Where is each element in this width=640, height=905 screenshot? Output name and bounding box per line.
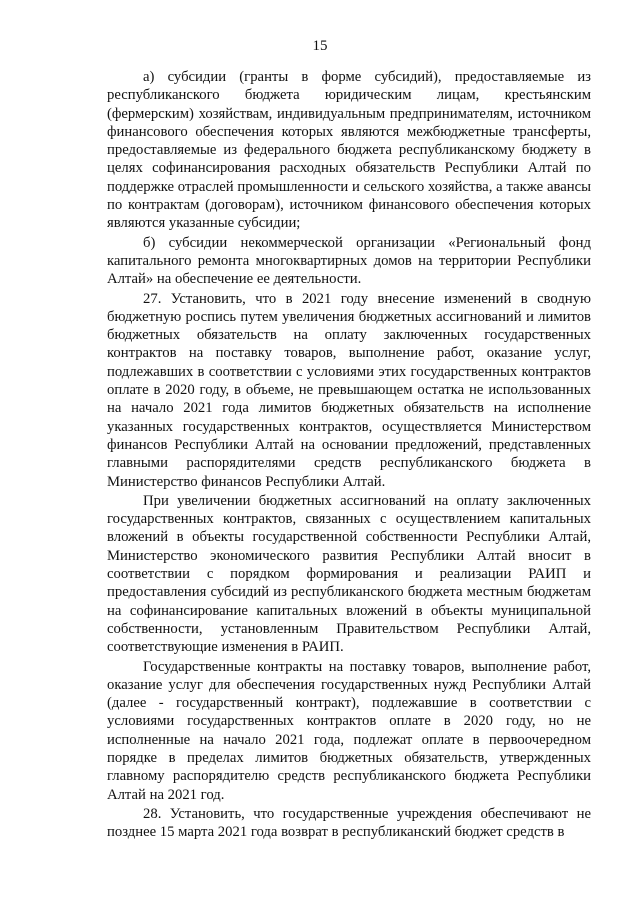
paragraph-subsidies-a: а) субсидии (гранты в форме субсидий), предоставляемые из республиканского бюджета юридическим лицам, крестьянским (фермерским) хозяйствам, индивидуальным предпринимателям, источником финансового обеспечения которых являются межбюджетные трансферты, предоставляемые из федерального бюджета республиканскому бюджету в целях софинансирования расходных обязательств Республики Алтай по поддержке отраслей промышленности и сельского хозяйства, а также авансы по контрактам (договорам), источником финансового обеспечения которых являются указанные субсидии; — [107, 69, 591, 232]
paragraph-capital-investments: При увеличении бюджетных ассигнований на оплату заключенных государственных контрактов, связанных с осуществлением капитальных вложений в объекты государственной собственности Республики Алтай, Министерство экономического развития Республики Алтай вносит в соответствии с порядком формирования и реализации РАИП и предоставления субсидий из республиканского бюджета местным бюджетам на софинансирование капитальных вложений в объекты муниципальной собственности, установленным Правительством Республики Алтай, соответствующие изменения в РАИП. — [107, 492, 591, 656]
page-number: 15 — [312, 38, 328, 54]
paragraph-item-28: 28. Установить, что государственные учреждения обеспечивают не позднее 15 марта 2021 года возврат в республиканский бюджет средств в — [107, 805, 591, 841]
document-body — [107, 68, 591, 841]
paragraph-item-27: 27. Установить, что в 2021 году внесение изменений в сводную бюджетную роспись путем увеличения бюджетных ассигнований и лимитов бюджетных обязательств на оплату заключенных государственных контрактов на поставку товаров, выполнение работ, оказание услуг, подлежавших в соответствии с условиями этих государственных контрактов оплате в 2020 году, в объеме, не превышающем остатка не использованных на начало 2021 года лимитов бюджетных обязательств на исполнение указанных государственных контрактов, осуществляется Министерством финансов Республики Алтай на основании предложений, представленных главными распорядителями средств республиканского бюджета в Министерство финансов Республики Алтай. — [107, 290, 591, 490]
paragraph-subsidies-b: б) субсидии некоммерческой организации «Региональный фонд капитального ремонта многоквартирных домов на территории Республики Алтай» на обеспечение ее деятельности. — [107, 234, 591, 288]
paragraph-state-contracts: Государственные контракты на поставку товаров, выполнение работ, оказание услуг для обеспечения государственных нужд Республики Алтай (далее - государственный контракт), подлежавшие в соответствии с условиями государственных контрактов оплате в 2020 году, но не исполненные на начало 2021 года, подлежат оплате в первоочередном порядке в пределах лимитов бюджетных обязательств, утвержденных главному распорядителю средств республиканского бюджета Республики Алтай на 2021 год. — [107, 658, 591, 803]
